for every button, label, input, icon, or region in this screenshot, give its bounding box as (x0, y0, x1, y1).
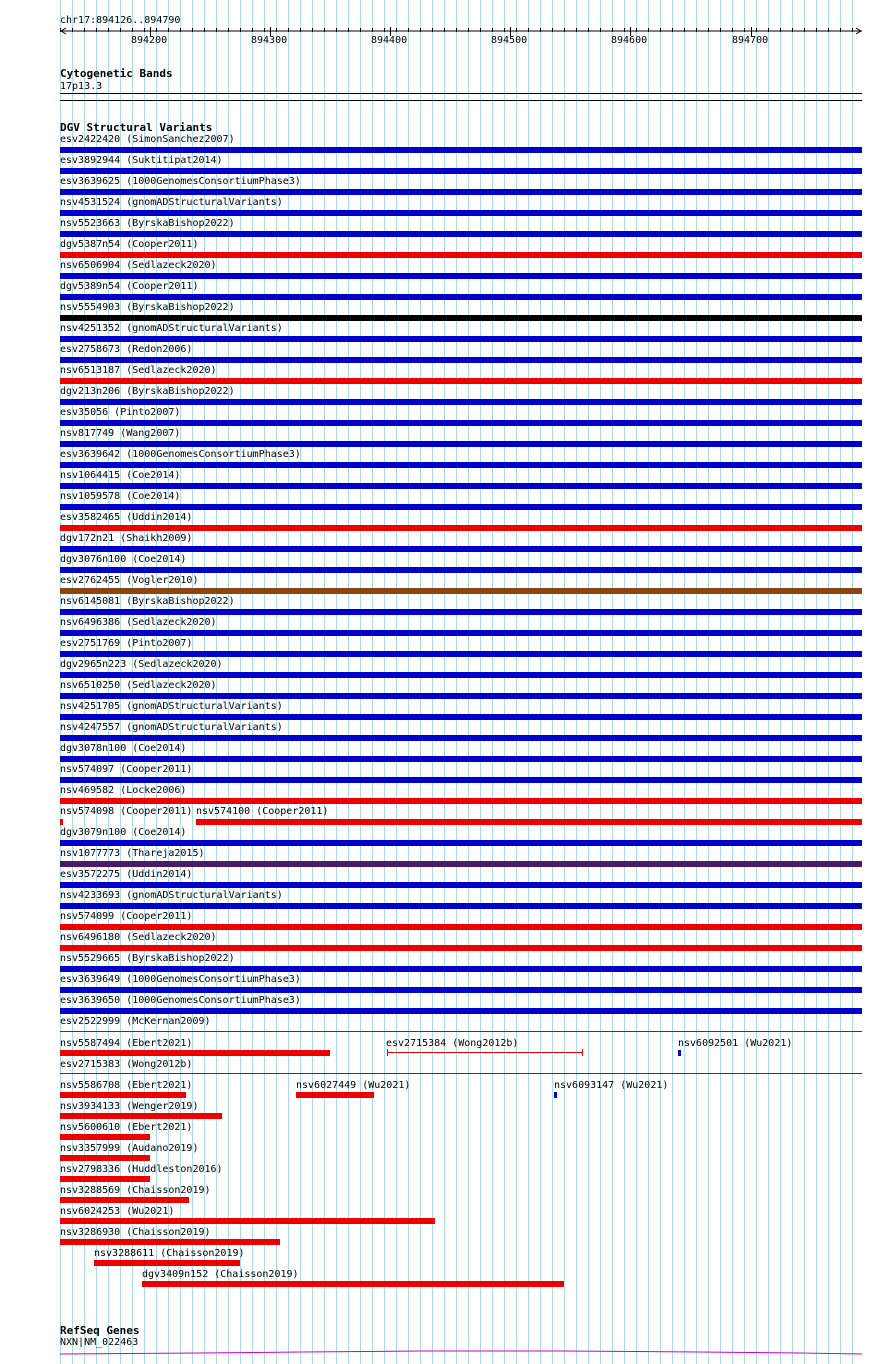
feature-label[interactable]: nsv3288569 (Chaisson2019) (60, 1185, 211, 1196)
feature-bar[interactable] (60, 1176, 150, 1182)
feature-bar[interactable] (94, 1260, 240, 1266)
feature-bar[interactable] (60, 819, 63, 825)
feature-label[interactable]: nsv6092501 (Wu2021) (678, 1038, 793, 1049)
feature-label[interactable]: nsv6510250 (Sedlazeck2020) (60, 680, 217, 691)
feature-label[interactable]: nsv6506904 (Sedlazeck2020) (60, 260, 217, 271)
feature-bar[interactable] (678, 1050, 681, 1056)
cytoband-line-bottom (60, 100, 862, 101)
feature-bar[interactable] (60, 504, 862, 510)
refseq-gene-label[interactable]: NXN|NM_022463 (60, 1337, 139, 1348)
feature-bar[interactable] (60, 189, 862, 195)
feature-label[interactable]: nsv817749 (Wang2007) (60, 428, 181, 439)
feature-bar[interactable] (60, 357, 862, 363)
ruler-tick-label: 894400 (371, 35, 408, 46)
feature-label[interactable]: nsv469582 (Locke2006) (60, 785, 187, 796)
feature-bar[interactable] (60, 756, 862, 762)
feature-label[interactable]: nsv1077773 (Thareja2015) (60, 848, 205, 859)
feature-label[interactable]: nsv5554903 (ByrskaBishop2022) (60, 302, 235, 313)
feature-label[interactable]: esv3639625 (1000GenomesConsortiumPhase3) (60, 176, 301, 187)
ruler (0, 0, 890, 60)
feature-bar[interactable] (60, 840, 862, 846)
feature-label[interactable]: nsv574098 (Cooper2011) (60, 806, 193, 817)
feature-bar[interactable] (60, 1218, 435, 1224)
feature-bar[interactable] (60, 966, 862, 972)
feature-bar[interactable] (60, 588, 862, 594)
feature-bar[interactable] (60, 1092, 186, 1098)
feature-label[interactable]: nsv6496386 (Sedlazeck2020) (60, 617, 217, 628)
feature-bar[interactable] (60, 798, 862, 804)
feature-bar[interactable] (60, 378, 862, 384)
feature-bar[interactable] (60, 1239, 280, 1245)
feature-label[interactable]: esv2422420 (SimonSanchez2007) (60, 134, 235, 145)
feature-label[interactable]: nsv5587494 (Ebert2021) (60, 1038, 193, 1049)
feature-bar[interactable] (60, 693, 862, 699)
cytoband-line-top[interactable] (60, 93, 862, 94)
feature-label[interactable]: nsv5586708 (Ebert2021) (60, 1080, 193, 1091)
feature-bar[interactable] (60, 147, 862, 153)
feature-label[interactable]: nsv6093147 (Wu2021) (554, 1080, 669, 1091)
feature-label[interactable]: esv3639650 (1000GenomesConsortiumPhase3) (60, 995, 301, 1006)
feature-label[interactable]: esv3572275 (Uddin2014) (60, 869, 193, 880)
feature-bar[interactable] (554, 1092, 557, 1098)
feature-span[interactable] (387, 1049, 585, 1057)
feature-bar[interactable] (60, 1008, 862, 1014)
feature-bar[interactable] (60, 210, 862, 216)
feature-bar[interactable] (60, 609, 862, 615)
ruler-tick-label: 894500 (491, 35, 528, 46)
feature-label[interactable]: nsv6024253 (Wu2021) (60, 1206, 175, 1217)
feature-label[interactable]: nsv4233693 (gnomADStructuralVariants) (60, 890, 283, 901)
feature-bar[interactable] (60, 630, 862, 636)
feature-bar[interactable] (196, 819, 862, 825)
feature-bar[interactable] (60, 441, 862, 447)
feature-label[interactable]: dgv3079n100 (Coe2014) (60, 827, 187, 838)
feature-bar[interactable] (60, 399, 862, 405)
feature-label[interactable]: nsv6496180 (Sedlazeck2020) (60, 932, 217, 943)
feature-label[interactable]: nsv4247557 (gnomADStructuralVariants) (60, 722, 283, 733)
cytoband-track-title[interactable]: Cytogenetic Bands (60, 67, 173, 80)
feature-label[interactable]: dgv5387n54 (Cooper2011) (60, 239, 199, 250)
feature-bar[interactable] (60, 567, 862, 573)
ruler-tick-label: 894600 (611, 35, 648, 46)
feature-label[interactable]: esv2762455 (Vogler2010) (60, 575, 199, 586)
feature-label[interactable]: dgv213n206 (ByrskaBishop2022) (60, 386, 235, 397)
feature-label[interactable]: nsv2798336 (Huddleston2016) (60, 1164, 223, 1175)
feature-label[interactable]: dgv3078n100 (Coe2014) (60, 743, 187, 754)
feature-bar[interactable] (142, 1281, 564, 1287)
feature-label[interactable]: esv3639649 (1000GenomesConsortiumPhase3) (60, 974, 301, 985)
feature-bar[interactable] (60, 672, 862, 678)
ruler-tick-label: 894200 (131, 35, 168, 46)
feature-label[interactable]: esv2522999 (McKernan2009) (60, 1016, 211, 1027)
feature-bar[interactable] (296, 1092, 374, 1098)
feature-bar[interactable] (60, 168, 862, 174)
refseq-track-title[interactable]: RefSeq Genes (60, 1324, 140, 1337)
feature-label[interactable]: nsv6027449 (Wu2021) (296, 1080, 411, 1091)
feature-label[interactable]: esv2751769 (Pinto2007) (60, 638, 193, 649)
feature-label[interactable]: esv35056 (Pinto2007) (60, 407, 181, 418)
dgv-track-title[interactable]: DGV Structural Variants (60, 121, 213, 134)
ruler-tick-label: 894700 (732, 35, 769, 46)
feature-bar[interactable] (60, 903, 862, 909)
feature-bar[interactable] (60, 420, 862, 426)
feature-label[interactable]: nsv5600610 (Ebert2021) (60, 1122, 193, 1133)
feature-label[interactable]: nsv5529665 (ByrskaBishop2022) (60, 953, 235, 964)
feature-bar[interactable] (60, 882, 862, 888)
feature-bar[interactable] (60, 315, 862, 321)
feature-bar[interactable] (60, 1050, 330, 1056)
feature-bar[interactable] (60, 525, 862, 531)
feature-label[interactable]: esv3582465 (Uddin2014) (60, 512, 193, 523)
feature-label[interactable]: esv3639642 (1000GenomesConsortiumPhase3) (60, 449, 301, 460)
refseq-gene-track[interactable] (0, 1346, 890, 1356)
feature-label[interactable]: nsv6145081 (ByrskaBishop2022) (60, 596, 235, 607)
feature-label[interactable]: esv2758673 (Redon2006) (60, 344, 193, 355)
feature-bar[interactable] (60, 1134, 150, 1140)
feature-label[interactable]: nsv574099 (Cooper2011) (60, 911, 193, 922)
feature-label[interactable]: nsv574100 (Cooper2011) (196, 806, 329, 817)
feature-label[interactable]: nsv3288611 (Chaisson2019) (94, 1248, 245, 1259)
feature-label[interactable]: nsv3286930 (Chaisson2019) (60, 1227, 211, 1238)
feature-label[interactable]: nsv6513187 (Sedlazeck2020) (60, 365, 217, 376)
cytoband-label: 17p13.3 (60, 81, 103, 92)
feature-label[interactable]: esv3892944 (Suktitipat2014) (60, 155, 223, 166)
feature-label[interactable]: nsv1059578 (Coe2014) (60, 491, 181, 502)
feature-bar[interactable] (60, 1113, 222, 1119)
feature-label[interactable]: esv2715383 (Wong2012b) (60, 1059, 193, 1070)
feature-label[interactable]: nsv4251352 (gnomADStructuralVariants) (60, 323, 283, 334)
feature-bar[interactable] (60, 483, 862, 489)
feature-label[interactable]: nsv1064415 (Coe2014) (60, 470, 181, 481)
feature-label[interactable]: nsv4531524 (gnomADStructuralVariants) (60, 197, 283, 208)
feature-label[interactable]: dgv3076n100 (Coe2014) (60, 554, 187, 565)
feature-bar[interactable] (60, 861, 862, 867)
feature-label[interactable]: dgv5389n54 (Cooper2011) (60, 281, 199, 292)
feature-label[interactable]: nsv3357999 (Audano2019) (60, 1143, 199, 1154)
feature-label[interactable]: nsv5523663 (ByrskaBishop2022) (60, 218, 235, 229)
track-divider (60, 1073, 862, 1074)
feature-label[interactable]: nsv3934133 (Wenger2019) (60, 1101, 199, 1112)
feature-label[interactable]: dgv172n21 (Shaikh2009) (60, 533, 193, 544)
feature-bar[interactable] (60, 273, 862, 279)
feature-bar[interactable] (60, 735, 862, 741)
feature-bar[interactable] (60, 252, 862, 258)
feature-label[interactable]: dgv3409n152 (Chaisson2019) (142, 1269, 299, 1280)
refseq-gene-line (60, 1351, 862, 1354)
feature-bar[interactable] (60, 546, 862, 552)
feature-bar[interactable] (60, 462, 862, 468)
feature-bar[interactable] (60, 1155, 150, 1161)
feature-bar[interactable] (60, 714, 862, 720)
feature-bar[interactable] (60, 231, 862, 237)
feature-label[interactable]: esv2715384 (Wong2012b) (386, 1038, 519, 1049)
feature-bar[interactable] (60, 651, 862, 657)
feature-bar[interactable] (60, 336, 862, 342)
ruler-tick-label: 894300 (251, 35, 288, 46)
feature-label[interactable]: dgv2965n223 (Sedlazeck2020) (60, 659, 223, 670)
feature-bar[interactable] (60, 987, 862, 993)
feature-label[interactable]: nsv4251705 (gnomADStructuralVariants) (60, 701, 283, 712)
feature-bar[interactable] (60, 777, 862, 783)
feature-bar[interactable] (60, 924, 862, 930)
feature-label[interactable]: nsv574097 (Cooper2011) (60, 764, 193, 775)
feature-bar[interactable] (60, 945, 862, 951)
track-divider (60, 1031, 862, 1032)
position-label: chr17:894126..894790 (60, 15, 181, 26)
feature-bar[interactable] (60, 1197, 189, 1203)
feature-bar[interactable] (60, 294, 862, 300)
